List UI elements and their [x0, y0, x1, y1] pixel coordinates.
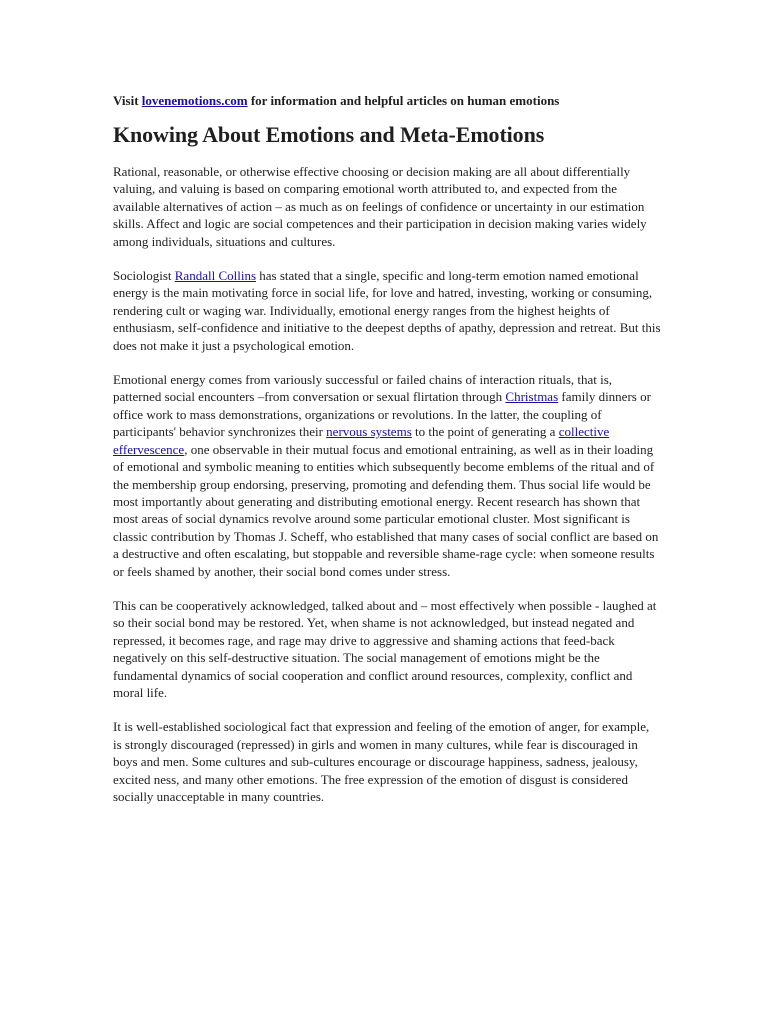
paragraph	[113, 718, 661, 805]
visit-banner	[113, 92, 661, 109]
paragraph-text: has stated that a single, specific and long-term emotion named emotional energy is the main motivating force in social life, for love and hatred, investing, working or consuming, rendering cult or waging war. Individually, emotional energy ranges from the highest heights of enthusiasm, self-confidence and initiative to the deepest depths of apathy, depression and retreat. But this does not make it just a psychological emotion.	[113, 268, 661, 353]
paragraph	[113, 267, 661, 354]
paragraph-text: Rational, reasonable, or otherwise effective choosing or decision making are all about differentially valuing, and valuing is based on comparing emotional worth attributed to, and expected from the available alternatives of action – as much as on feelings of confidence or uncertainty in our estimation skills. Affect and logic are social competences and their participation in decision making varies widely among individuals, situations and cultures.	[113, 164, 647, 249]
inline-link-collective-effervescence[interactable]: collective effervescence	[113, 424, 610, 457]
inline-link-randall-collins[interactable]: Randall Collins	[174, 268, 257, 284]
lovenemotions-link[interactable]: lovenemotions.com	[141, 93, 248, 108]
document-page	[113, 92, 661, 822]
article-body	[113, 163, 661, 805]
visit-suffix: for information and helpful articles on human emotions	[247, 93, 560, 108]
paragraph-text: Emotional energy comes from variously successful or failed chains of interaction rituals, that is, patterned social encounters –from conversation or sexual flirtation through	[113, 372, 613, 405]
page-title: Knowing About Emotions and Meta-Emotions	[113, 122, 545, 147]
paragraph-text: to the point of generating a	[411, 424, 559, 440]
paragraph-text: This can be cooperatively acknowledged, talked about and – most effectively when possible - laughed at so their social bond may be restored. Yet, when shame is not acknowledged, but instead negated and repressed, it becomes rage, and rage may drive to aggressive and shaming actions that feed-back negatively on this self-destructive situation. The social management of emotions might be the fundamental dynamics of social cooperation and conflict around resources, complexity, conflict and moral life.	[113, 597, 657, 700]
paragraph	[113, 163, 661, 250]
paragraph	[113, 597, 661, 701]
paragraph-text: , one observable in their mutual focus and emotional entraining, as well as in their loading of emotional and symbolic meaning to entities which subsequently become emblems of the ritual and of the membership group endorsing, preserving, promoting and defending them. Thus social life would be most importantly about generating and distributing emotional energy. Recent research has shown that most areas of social dynamics revolve around some particular emotional cluster. Most significant is classic contribution by Thomas J. Scheff, who established that many cases of social conflict are based on a destructive and often escalating, but stoppable and reversible shame-rage cycle: when someone results or feels shamed by another, their social bond comes under stress.	[113, 441, 659, 579]
inline-link-christmas[interactable]: Christmas	[505, 389, 559, 405]
visit-prefix: Visit	[113, 93, 142, 108]
paragraph-text: Sociologist	[113, 268, 175, 284]
inline-link-nervous-systems[interactable]: nervous systems	[326, 424, 412, 440]
paragraph	[113, 371, 661, 580]
paragraph-text: It is well-established sociological fact that expression and feeling of the emotion of anger, for example, is strongly discouraged (repressed) in girls and women in many cultures, while fear is discouraged in boys and men. Some cultures and sub-cultures encourage or discourage happiness, sadness, jealousy, excited ness, and many other emotions. The free expression of the emotion of disgust is considered socially unacceptable in many countries.	[113, 719, 650, 804]
paragraph-text: family dinners or office work to mass demonstrations, organizations or revolutions. In the latter, the coupling of participants' behavior synchronizes their	[113, 389, 651, 440]
